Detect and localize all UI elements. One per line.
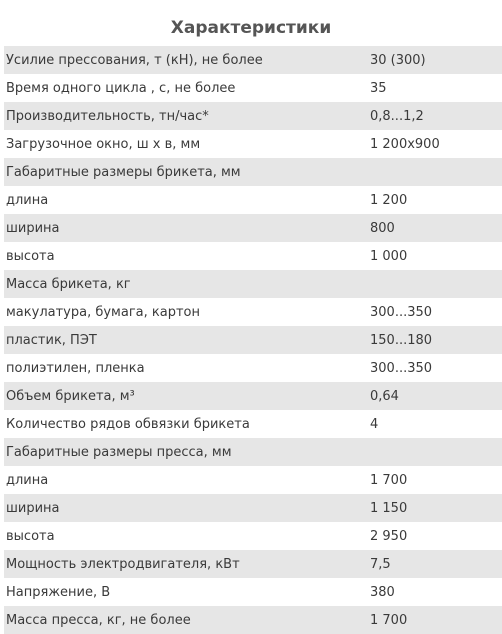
row-value: 7,5 [367, 550, 502, 578]
table-row [4, 158, 502, 186]
table-row [4, 186, 502, 214]
table-row [4, 438, 502, 466]
row-value: 0,8...1,2 [367, 102, 502, 130]
table-row [4, 578, 502, 606]
row-label: макулатура, бумага, картон [4, 298, 367, 326]
row-value: 1 200 [367, 186, 502, 214]
row-value [367, 158, 502, 186]
table-row [4, 550, 502, 578]
row-label: Габаритные размеры брикета, мм [4, 158, 367, 186]
row-label: длина [4, 186, 367, 214]
row-value: 30 (300) [367, 46, 502, 74]
row-label: Усилие прессования, т (кН), не более [4, 46, 367, 74]
table-row [4, 494, 502, 522]
row-value: 35 [367, 74, 502, 102]
table-row [4, 298, 502, 326]
table-row [4, 214, 502, 242]
row-label: Время одного цикла , с, не более [4, 74, 367, 102]
row-label: полиэтилен, пленка [4, 354, 367, 382]
page-title: Характеристики [170, 18, 332, 38]
table-row [4, 242, 502, 270]
table-row [4, 326, 502, 354]
row-value: 380 [367, 578, 502, 606]
table-row [4, 382, 502, 410]
row-value: 4 [367, 410, 502, 438]
row-label: высота [4, 522, 367, 550]
row-label: Объем брикета, м³ [4, 382, 367, 410]
specifications-table [4, 46, 502, 634]
table-row [4, 270, 502, 298]
row-value: 2 950 [367, 522, 502, 550]
table-row [4, 74, 502, 102]
table-row [4, 46, 502, 74]
row-value [367, 438, 502, 466]
row-value: 300...350 [367, 354, 502, 382]
row-label: пластик, ПЭТ [4, 326, 367, 354]
row-label: высота [4, 242, 367, 270]
row-value: 300...350 [367, 298, 502, 326]
row-label: Габаритные размеры пресса, мм [4, 438, 367, 466]
row-value: 800 [367, 214, 502, 242]
row-label: Мощность электродвигателя, кВт [4, 550, 367, 578]
row-value [367, 270, 502, 298]
table-row [4, 466, 502, 494]
row-label: длина [4, 466, 367, 494]
row-value: 1 200х900 [367, 130, 502, 158]
table-row [4, 410, 502, 438]
row-label: Загрузочное окно, ш х в, мм [4, 130, 367, 158]
table-row [4, 130, 502, 158]
row-value: 1 700 [367, 606, 502, 634]
table-row [4, 102, 502, 130]
row-label: Масса пресса, кг, не более [4, 606, 367, 634]
row-label: Масса брикета, кг [4, 270, 367, 298]
row-label: Напряжение, В [4, 578, 367, 606]
row-value: 150...180 [367, 326, 502, 354]
row-value: 1 000 [367, 242, 502, 270]
row-label: Количество рядов обвязки брикета [4, 410, 367, 438]
table-row [4, 522, 502, 550]
row-label: ширина [4, 214, 367, 242]
row-value: 1 700 [367, 466, 502, 494]
row-value: 1 150 [367, 494, 502, 522]
row-value: 0,64 [367, 382, 502, 410]
row-label: ширина [4, 494, 367, 522]
table-row [4, 606, 502, 634]
row-label: Производительность, тн/час* [4, 102, 367, 130]
table-row [4, 354, 502, 382]
